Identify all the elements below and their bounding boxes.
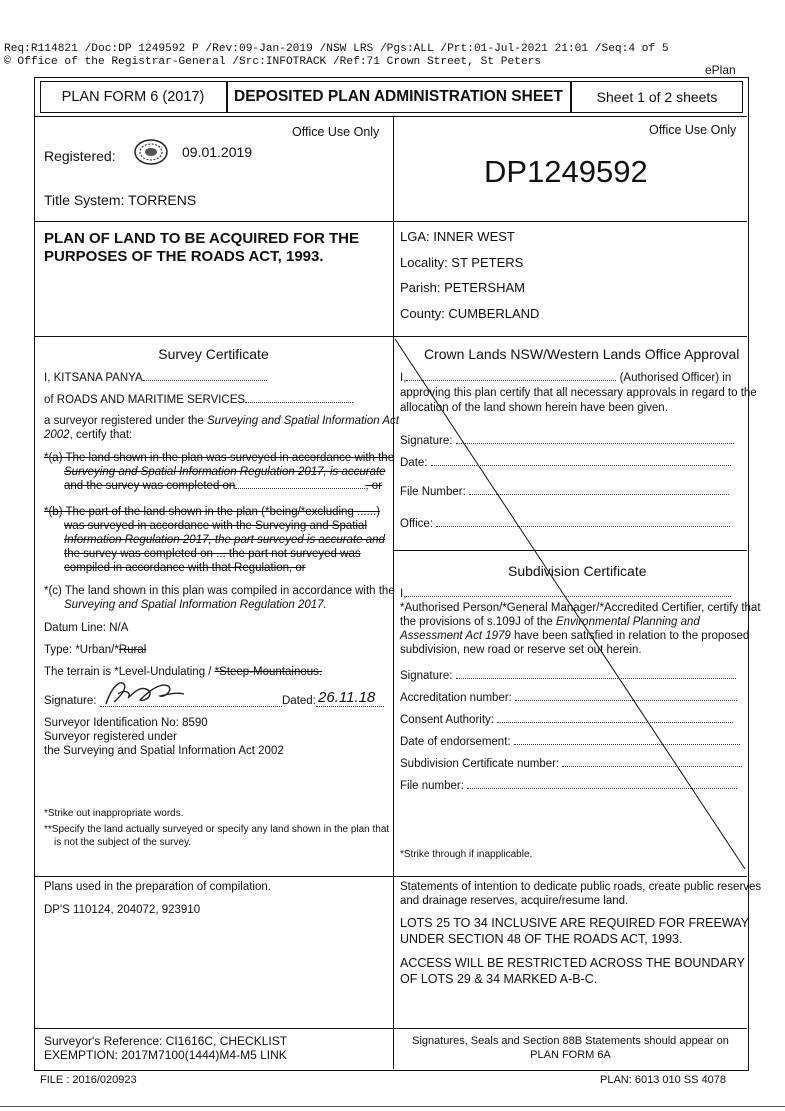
registered-label: Registered: (44, 148, 116, 164)
subdivision-heading: Subdivision Certificate (508, 563, 647, 579)
surveyor-reference-line2: EXEMPTION: 2017M7100(1444)M4-M5 LINK (44, 1048, 287, 1062)
locality: Locality: ST PETERS (400, 255, 524, 270)
signatures-note-line1: Signatures, Seals and Section 88B Statements should appear on (412, 1035, 729, 1047)
sheet-title: DEPOSITED PLAN ADMINISTRATION SHEET (234, 88, 563, 105)
option-b-line1: *(b) The part of the land shown in the plan (*being/*excluding ......) (44, 506, 381, 518)
option-b-line4: the survey was completed on ... the part not surveyed was (64, 548, 361, 560)
date-of-endorsement: Date of endorsement: (400, 735, 740, 749)
subdivision-i-line: I, (400, 587, 731, 601)
copyright-header-line: © Office of the Registrar-General /Src:INFOTRACK /Ref:71 Crown Street, St Peters (4, 56, 542, 68)
surveyor-name: I, KITSANA PANYA (44, 371, 267, 385)
surveyor-reference-line1: Surveyor's Reference: CI1616C, CHECKLIST (44, 1034, 288, 1048)
lots-statement-line2: UNDER SECTION 48 OF THE ROADS ACT, 1993. (400, 932, 683, 946)
option-b-line5: compiled in accordance with that Regulation, or (64, 562, 306, 574)
option-a-line3: and the survey was completed on , or (64, 480, 382, 492)
subdivision-line4: subdivision, new road or reserve set out herein. (400, 644, 642, 656)
surveyor-signature-icon (102, 676, 188, 708)
registered-date: 09.01.2019 (182, 144, 253, 160)
option-a-line1: *(a) The land shown in the plan was surveyed in accordance with the (44, 452, 395, 464)
dated-value: 26.11.18 (318, 689, 376, 706)
surveyor-act: the Surveying and Spatial Information Act 2002 (44, 745, 284, 757)
terrain: The terrain is *Level-Undulating / *Steep-Mountainous. (44, 666, 323, 678)
surveyor-registered: Surveyor registered under (44, 731, 177, 743)
title-system: Title System: TORRENS (44, 192, 197, 208)
plans-used-value: DP'S 110124, 204072, 923910 (44, 904, 201, 916)
subdivision-file-number: File number: (400, 779, 737, 793)
office-use-left: Office Use Only (292, 125, 380, 139)
subdivision-line3: Assessment Act 1979 have been satisfied in relation to the proposed (400, 630, 750, 642)
crown-signature: Signature: (400, 434, 734, 448)
signature-label: Signature: (44, 695, 97, 707)
plan-form-label: PLAN FORM 6 (2017) (61, 89, 205, 105)
specify-note-line2: is not the subject of the survey. (54, 837, 192, 848)
surveyor-registration-text-2: 2002, certify that: (44, 429, 133, 441)
parish: Parish: PETERSHAM (400, 280, 525, 295)
statements-intro-line1: Statements of intention to dedicate public roads, create public reserves (400, 881, 762, 893)
crown-approving-line1: approving this plan certify that all necessary approvals in regard to the (400, 387, 757, 399)
sheet-count: Sheet 1 of 2 sheets (596, 89, 718, 105)
statements-intro-line2: and drainage reserves, acquire/resume land. (400, 895, 629, 907)
plans-used-label: Plans used in the preparation of compilation. (44, 881, 271, 893)
subdivision-signature: Signature: (400, 669, 736, 683)
strike-note: *Strike out inappropriate words. (44, 808, 184, 819)
lots-statement-line1: LOTS 25 TO 34 INCLUSIVE ARE REQUIRED FOR FREEWAY (400, 916, 749, 930)
crown-office: Office: (400, 517, 730, 531)
surveyor-organisation: of ROADS AND MARITIME SERVICES (44, 393, 353, 407)
subdivision-certificate-number: Subdivision Certificate number: (400, 757, 742, 771)
subdivision-line1: *Authorised Person/*General Manager/*Accredited Certifier, certify that (400, 602, 761, 614)
plan-purpose-line2: PURPOSES OF THE ROADS ACT, 1993. (44, 248, 324, 265)
option-a-line2: Surveying and Spatial Information Regulation 2017, is accurate (64, 466, 386, 478)
county: County: CUMBERLAND (400, 306, 540, 321)
crown-date: Date: (400, 456, 731, 470)
surveyor-id: Surveyor Identification No: 8590 (44, 717, 208, 729)
eplan-label: ePlan (705, 63, 736, 77)
plan-type: Type: *Urban/*Rural (44, 644, 147, 656)
strike-through-note: *Strike through if inapplicable. (400, 849, 533, 860)
surveyor-registration-text: a surveyor registered under the Surveying and Spatial Information Act (44, 415, 400, 427)
crown-officer-line: I, (Authorised Officer) in (400, 372, 732, 384)
access-statement-line2: OF LOTS 29 & 34 MARKED A-B-C. (400, 972, 598, 986)
datum-line: Datum Line: N/A (44, 622, 129, 634)
survey-certificate-heading: Survey Certificate (158, 346, 269, 362)
option-c-line1: *(c) The land shown in this plan was compiled in accordance with the (44, 585, 395, 597)
option-b-line3: Information Regulation 2017, the part surveyed is accurate and (64, 534, 385, 546)
request-header-line: Req:R114821 /Doc:DP 1249592 P /Rev:09-Jan-2019 /NSW LRS /Pgs:ALL /Prt:01-Jul-2021 21:01 /Seq:4 of 5 (4, 43, 669, 55)
plan-purpose-line1: PLAN OF LAND TO BE ACQUIRED FOR THE (44, 230, 359, 247)
plan-reference: PLAN: 6013 010 SS 4078 (600, 1074, 726, 1086)
subdivision-line2: the provisions of s.109J of the Environmental Planning and (400, 616, 700, 628)
crown-file-number: File Number: (400, 485, 729, 499)
specify-note-line1: **Specify the land actually surveyed or specify any land shown in the plan that (44, 824, 390, 835)
access-statement-line1: ACCESS WILL BE RESTRICTED ACROSS THE BOUNDARY (400, 956, 745, 970)
option-b-line2: was surveyed in accordance with the Surveying and Spatial (64, 520, 368, 532)
option-c-line2: Surveying and Spatial Information Regulation 2017. (64, 599, 327, 611)
accreditation-number: Accreditation number: (400, 691, 737, 705)
signatures-note-line2: PLAN FORM 6A (530, 1049, 611, 1061)
crown-approving-line2: allocation of the land shown herein have been given. (400, 402, 668, 414)
dated-label: Dated: (282, 695, 316, 707)
dp-number: DP1249592 (484, 154, 648, 189)
crown-lands-heading: Crown Lands NSW/Western Lands Office Approval (424, 346, 740, 362)
registration-seal-icon (133, 138, 169, 166)
lga: LGA: INNER WEST (400, 229, 515, 244)
file-reference: FILE : 2016/020923 (40, 1074, 137, 1086)
office-use-right: Office Use Only (649, 123, 737, 137)
consent-authority: Consent Authority: (400, 713, 733, 727)
